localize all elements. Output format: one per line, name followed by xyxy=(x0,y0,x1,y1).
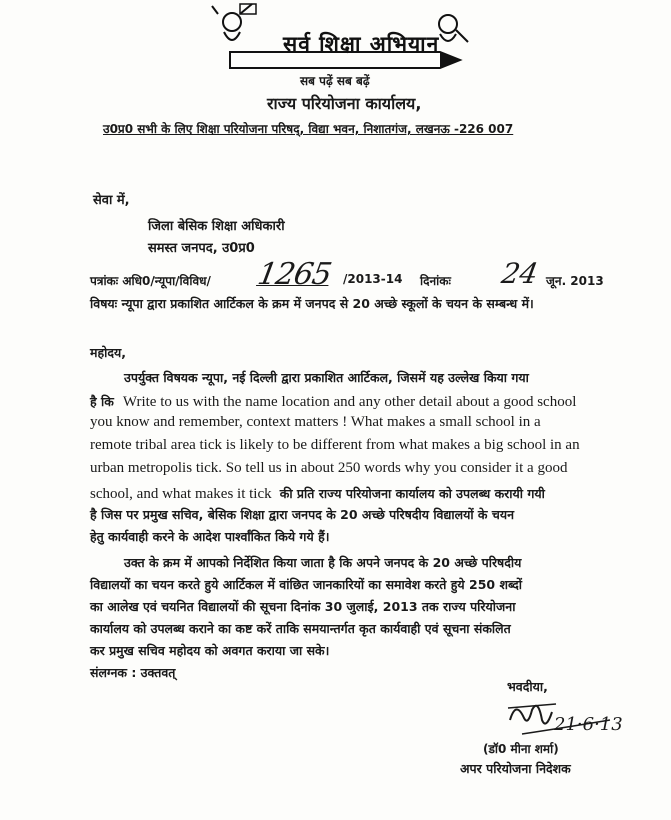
body-line: का आलेख एवं चयनित विद्यालयों की सूचना दिनांक 30 जुलाई, 2013 तक राज्य परियोजना xyxy=(90,599,516,614)
reference-number: 1265 xyxy=(254,257,334,292)
office-name: राज्य परियोजना कार्यालय, xyxy=(267,94,422,113)
body-line: कार्यालय को उपलब्ध कराने का कष्ट करें ताकि समयान्तर्गत कृत कार्यवाही एवं सूचना संकलित xyxy=(90,621,511,636)
svg-text:21·6·13: 21·6·13 xyxy=(554,714,623,735)
body-line: उपर्युक्त विषयक न्यूपा, नई दिल्ली द्वारा प्रकाशित आर्टिकल, जिसमें यह उल्लेख किया गया xyxy=(124,370,529,385)
signatory-title: अपर परियोजना निदेशक xyxy=(460,761,571,776)
addressee-line-1: जिला बेसिक शिक्षा अधिकारी xyxy=(148,219,285,234)
signatory-name: (डॉ0 मीना शर्मा) xyxy=(483,742,559,756)
body-line: urban metropolis tick. So tell us in about 250 words why you consider it a good xyxy=(90,460,568,476)
reference-label: पत्रांकः अधि0/न्यूपा/विविध/ xyxy=(90,274,211,288)
date-month-year: जून. 2013 xyxy=(546,274,604,288)
slogan: सब पढ़ें सब बढ़ें xyxy=(300,74,370,88)
date-label: दिनांकः xyxy=(420,274,451,288)
body-line xyxy=(90,391,576,411)
closing: भवदीया, xyxy=(507,679,548,694)
addressee-line-2: समस्त जनपद, उ0प्र0 xyxy=(148,241,255,256)
office-address: उ0प्र0 सभी के लिए शिक्षा परियोजना परिषद्, विद्या भवन, निशातगंज, लखनऊ -226 007 xyxy=(103,122,514,136)
body-line: हेतु कार्यवाही करने के आदेश पार्श्वांकित किये गये हैं। xyxy=(90,529,330,544)
reference-year: /2013-14 xyxy=(343,272,403,286)
body-line: उक्त के क्रम में आपको निर्देशित किया जाता है कि अपने जनपद के 20 अच्छे परिषदीय xyxy=(124,555,522,570)
body-line: विद्यालयों का चयन करते हुये आर्टिकल में वांछित जानकारियों का समावेश करते हुये 250 शब्दों xyxy=(90,577,522,592)
body-line: कर प्रमुख सचिव महोदय को अवगत कराया जा सके। xyxy=(90,643,330,658)
body-line xyxy=(90,483,545,503)
enclosure: संलग्नक : उक्तवत् xyxy=(90,665,176,680)
date-day: 24 xyxy=(499,257,541,290)
handwritten-signature xyxy=(502,690,623,740)
body-text-english: school, and what makes it tick xyxy=(90,486,272,502)
body-line: है जिस पर प्रमुख सचिव, बेसिक शिक्षा द्वारा जनपद के 20 अच्छे परिषदीय विद्यालयों के चयन xyxy=(90,507,515,522)
body-text-hindi: की प्रति राज्य परियोजना कार्यालय को उपलब्ध करायी गयी xyxy=(279,486,545,501)
body-line: remote tribal area tick is likely to be different from what makes a big school in an xyxy=(90,437,580,453)
body-text-hindi: है कि xyxy=(90,394,114,409)
salutation: महोदय, xyxy=(90,345,126,360)
body-text-english: Write to us with the name location and any other detail about a good school xyxy=(122,394,577,410)
subject-line: विषयः न्यूपा द्वारा प्रकाशित आर्टिकल के क्रम में जनपद से 20 अच्छे स्कूलों के चयन के सम्बन्ध में। xyxy=(90,296,534,311)
salutation-to: सेवा में, xyxy=(93,193,130,208)
logo-text: सर्व शिक्षा अभियान xyxy=(283,32,440,56)
body-line: you know and remember, context matters ! What makes a small school in a xyxy=(90,414,541,430)
